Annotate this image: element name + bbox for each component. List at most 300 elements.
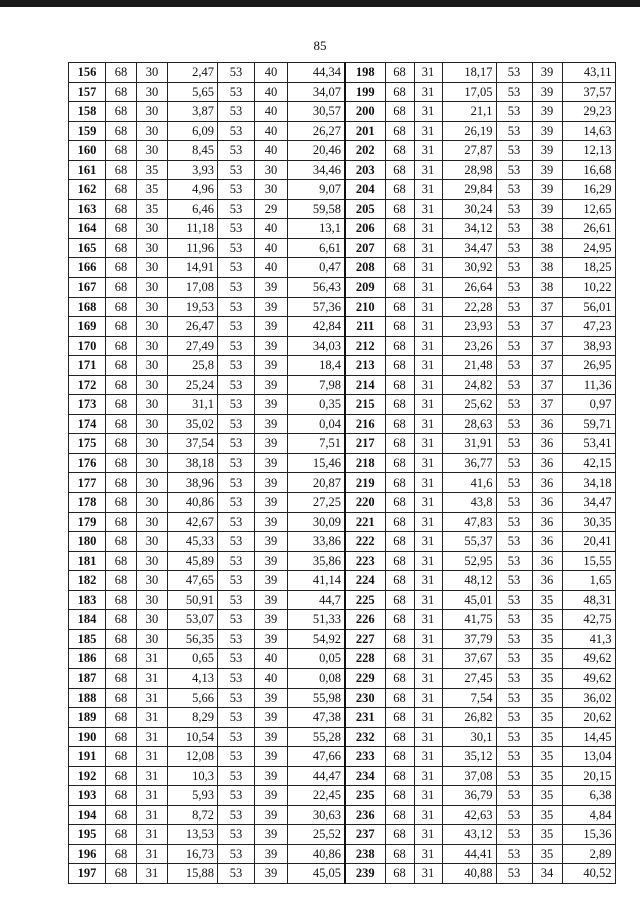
table-row: [69, 317, 345, 337]
value-cell: 39: [255, 786, 288, 806]
row-number-cell: 184: [69, 610, 106, 630]
value-cell: 42,15: [562, 453, 615, 473]
value-cell: 53: [496, 805, 532, 825]
value-cell: 36: [532, 473, 562, 493]
value-cell: 20,41: [562, 532, 615, 552]
value-cell: 35: [532, 708, 562, 728]
value-cell: 31: [137, 649, 168, 669]
value-cell: 68: [385, 356, 414, 376]
value-cell: 31: [414, 688, 442, 708]
value-cell: 39: [255, 512, 288, 532]
row-number-cell: 222: [345, 532, 385, 552]
row-number-cell: 182: [69, 571, 106, 591]
row-number-cell: 192: [69, 766, 106, 786]
value-cell: 53: [496, 414, 532, 434]
table-row: [345, 160, 615, 180]
value-cell: 53: [218, 668, 255, 688]
value-cell: 68: [385, 375, 414, 395]
page-number: 85: [313, 38, 327, 53]
value-cell: 37,54: [168, 434, 218, 454]
table-row: [69, 219, 345, 239]
row-number-cell: 170: [69, 336, 106, 356]
value-cell: 39: [255, 375, 288, 395]
value-cell: 39: [255, 453, 288, 473]
row-number-cell: 227: [345, 629, 385, 649]
table-row: [345, 258, 615, 278]
value-cell: 53: [218, 610, 255, 630]
value-cell: 68: [106, 727, 137, 747]
value-cell: 68: [106, 708, 137, 728]
value-cell: 53: [496, 844, 532, 864]
value-cell: 50,91: [168, 590, 218, 610]
value-cell: 29,23: [562, 102, 615, 122]
value-cell: 31: [414, 532, 442, 552]
value-cell: 37: [532, 317, 562, 337]
value-cell: 68: [106, 551, 137, 571]
row-number-cell: 197: [69, 864, 106, 884]
table-row: [69, 571, 345, 591]
row-number-cell: 159: [69, 121, 106, 141]
value-cell: 30: [137, 317, 168, 337]
coordinates-table-left: [68, 62, 345, 884]
value-cell: 35: [532, 805, 562, 825]
value-cell: 26,27: [288, 121, 345, 141]
table-row: [69, 395, 345, 415]
value-cell: 68: [106, 610, 137, 630]
row-number-cell: 230: [345, 688, 385, 708]
value-cell: 68: [385, 532, 414, 552]
value-cell: 53: [218, 82, 255, 102]
value-cell: 31: [414, 493, 442, 513]
value-cell: 20,62: [562, 708, 615, 728]
value-cell: 30: [137, 473, 168, 493]
value-cell: 31: [414, 121, 442, 141]
row-number-cell: 215: [345, 395, 385, 415]
row-number-cell: 203: [345, 160, 385, 180]
value-cell: 53: [496, 708, 532, 728]
value-cell: 27,49: [168, 336, 218, 356]
row-number-cell: 232: [345, 727, 385, 747]
table-row: [69, 238, 345, 258]
value-cell: 13,1: [288, 219, 345, 239]
value-cell: 53: [218, 727, 255, 747]
value-cell: 31,1: [168, 395, 218, 415]
value-cell: 36: [532, 414, 562, 434]
value-cell: 68: [385, 493, 414, 513]
row-number-cell: 237: [345, 825, 385, 845]
value-cell: 31: [414, 336, 442, 356]
value-cell: 31: [414, 805, 442, 825]
value-cell: 68: [106, 219, 137, 239]
value-cell: 68: [385, 708, 414, 728]
value-cell: 53: [218, 571, 255, 591]
table-row: [345, 375, 615, 395]
value-cell: 39: [255, 708, 288, 728]
value-cell: 53: [496, 160, 532, 180]
value-cell: 37: [532, 336, 562, 356]
value-cell: 26,95: [562, 356, 615, 376]
value-cell: 40,86: [288, 844, 345, 864]
value-cell: 53: [218, 160, 255, 180]
value-cell: 39: [255, 688, 288, 708]
value-cell: 31: [137, 805, 168, 825]
value-cell: 30: [137, 395, 168, 415]
value-cell: 68: [385, 278, 414, 298]
row-number-cell: 166: [69, 258, 106, 278]
value-cell: 53: [218, 180, 255, 200]
table-row: [69, 82, 345, 102]
top-border-rule: [0, 0, 640, 7]
value-cell: 53: [218, 297, 255, 317]
value-cell: 68: [106, 844, 137, 864]
value-cell: 5,93: [168, 786, 218, 806]
value-cell: 31: [414, 708, 442, 728]
value-cell: 68: [106, 356, 137, 376]
value-cell: 53: [496, 375, 532, 395]
row-number-cell: 168: [69, 297, 106, 317]
value-cell: 68: [385, 649, 414, 669]
value-cell: 25,24: [168, 375, 218, 395]
row-number-cell: 196: [69, 844, 106, 864]
value-cell: 41,14: [288, 571, 345, 591]
row-number-cell: 235: [345, 786, 385, 806]
value-cell: 35: [532, 825, 562, 845]
value-cell: 68: [385, 571, 414, 591]
value-cell: 0,05: [288, 649, 345, 669]
value-cell: 31: [414, 180, 442, 200]
row-number-cell: 228: [345, 649, 385, 669]
value-cell: 15,88: [168, 864, 218, 884]
value-cell: 68: [385, 395, 414, 415]
value-cell: 68: [385, 727, 414, 747]
value-cell: 31: [414, 649, 442, 669]
value-cell: 40: [255, 102, 288, 122]
value-cell: 68: [385, 317, 414, 337]
value-cell: 39: [532, 160, 562, 180]
table-row: [69, 141, 345, 161]
value-cell: 19,53: [168, 297, 218, 317]
value-cell: 31,91: [442, 434, 496, 454]
value-cell: 68: [106, 453, 137, 473]
value-cell: 43,8: [442, 493, 496, 513]
value-cell: 31: [414, 278, 442, 298]
value-cell: 30: [137, 453, 168, 473]
table-row: [345, 512, 615, 532]
value-cell: 30: [137, 356, 168, 376]
value-cell: 34,12: [442, 219, 496, 239]
value-cell: 0,35: [288, 395, 345, 415]
value-cell: 35: [137, 160, 168, 180]
value-cell: 53: [218, 805, 255, 825]
value-cell: 53: [496, 649, 532, 669]
value-cell: 36: [532, 532, 562, 552]
value-cell: 68: [106, 414, 137, 434]
row-number-cell: 178: [69, 493, 106, 513]
value-cell: 30: [137, 512, 168, 532]
value-cell: 1,65: [562, 571, 615, 591]
table-row: [69, 180, 345, 200]
value-cell: 53: [218, 414, 255, 434]
value-cell: 38: [532, 219, 562, 239]
value-cell: 68: [106, 121, 137, 141]
value-cell: 15,55: [562, 551, 615, 571]
value-cell: 29: [255, 199, 288, 219]
table-row: [69, 844, 345, 864]
value-cell: 17,08: [168, 278, 218, 298]
value-cell: 53: [496, 278, 532, 298]
value-cell: 35: [137, 180, 168, 200]
value-cell: 20,15: [562, 766, 615, 786]
value-cell: 0,47: [288, 258, 345, 278]
value-cell: 40: [255, 141, 288, 161]
value-cell: 0,65: [168, 649, 218, 669]
value-cell: 55,28: [288, 727, 345, 747]
value-cell: 39: [255, 297, 288, 317]
value-cell: 31: [137, 825, 168, 845]
value-cell: 25,8: [168, 356, 218, 376]
value-cell: 68: [385, 297, 414, 317]
value-cell: 53: [218, 121, 255, 141]
value-cell: 39: [255, 766, 288, 786]
value-cell: 42,63: [442, 805, 496, 825]
table-row: [345, 688, 615, 708]
table-row: [345, 668, 615, 688]
table-row: [69, 336, 345, 356]
value-cell: 53: [218, 278, 255, 298]
row-number-cell: 216: [345, 414, 385, 434]
row-number-cell: 221: [345, 512, 385, 532]
value-cell: 30: [137, 278, 168, 298]
value-cell: 30: [137, 571, 168, 591]
value-cell: 51,33: [288, 610, 345, 630]
value-cell: 40: [255, 668, 288, 688]
table-row: [345, 434, 615, 454]
table-row: [345, 219, 615, 239]
value-cell: 31: [414, 317, 442, 337]
value-cell: 45,05: [288, 864, 345, 884]
value-cell: 30: [137, 336, 168, 356]
value-cell: 34,47: [562, 493, 615, 513]
value-cell: 28,98: [442, 160, 496, 180]
table-row: [69, 590, 345, 610]
value-cell: 53: [218, 551, 255, 571]
value-cell: 68: [106, 199, 137, 219]
value-cell: 36,79: [442, 786, 496, 806]
value-cell: 38,96: [168, 473, 218, 493]
value-cell: 31: [414, 414, 442, 434]
value-cell: 41,6: [442, 473, 496, 493]
value-cell: 33,86: [288, 532, 345, 552]
value-cell: 36: [532, 493, 562, 513]
value-cell: 3,87: [168, 102, 218, 122]
row-number-cell: 236: [345, 805, 385, 825]
value-cell: 68: [385, 844, 414, 864]
row-number-cell: 220: [345, 493, 385, 513]
value-cell: 39: [255, 727, 288, 747]
value-cell: 68: [385, 63, 414, 83]
value-cell: 39: [255, 473, 288, 493]
value-cell: 11,36: [562, 375, 615, 395]
table-row: [345, 121, 615, 141]
value-cell: 30: [137, 82, 168, 102]
value-cell: 8,45: [168, 141, 218, 161]
value-cell: 53: [496, 747, 532, 767]
value-cell: 37,57: [562, 82, 615, 102]
value-cell: 68: [385, 199, 414, 219]
value-cell: 40,86: [168, 493, 218, 513]
value-cell: 31: [414, 453, 442, 473]
value-cell: 68: [385, 590, 414, 610]
value-cell: 42,75: [562, 610, 615, 630]
value-cell: 59,58: [288, 199, 345, 219]
table-row: [345, 610, 615, 630]
value-cell: 53: [218, 141, 255, 161]
value-cell: 28,63: [442, 414, 496, 434]
value-cell: 30,57: [288, 102, 345, 122]
value-cell: 53: [496, 590, 532, 610]
value-cell: 68: [385, 864, 414, 884]
value-cell: 40,52: [562, 864, 615, 884]
value-cell: 53: [218, 512, 255, 532]
value-cell: 56,43: [288, 278, 345, 298]
value-cell: 31: [414, 629, 442, 649]
value-cell: 10,3: [168, 766, 218, 786]
value-cell: 18,25: [562, 258, 615, 278]
value-cell: 30,63: [288, 805, 345, 825]
value-cell: 31: [414, 375, 442, 395]
table-row: [345, 278, 615, 298]
value-cell: 7,98: [288, 375, 345, 395]
value-cell: 68: [106, 336, 137, 356]
value-cell: 39: [532, 82, 562, 102]
value-cell: 30: [137, 121, 168, 141]
value-cell: 31: [414, 141, 442, 161]
table-row: [69, 121, 345, 141]
value-cell: 68: [106, 102, 137, 122]
row-number-cell: 204: [345, 180, 385, 200]
row-number-cell: 199: [345, 82, 385, 102]
value-cell: 68: [106, 532, 137, 552]
value-cell: 48,12: [442, 571, 496, 591]
table-row: [345, 82, 615, 102]
value-cell: 39: [532, 121, 562, 141]
value-cell: 30,24: [442, 199, 496, 219]
row-number-cell: 212: [345, 336, 385, 356]
value-cell: 68: [385, 414, 414, 434]
value-cell: 68: [106, 629, 137, 649]
table-row: [69, 727, 345, 747]
value-cell: 30: [137, 102, 168, 122]
value-cell: 37: [532, 297, 562, 317]
value-cell: 68: [106, 395, 137, 415]
row-number-cell: 217: [345, 434, 385, 454]
value-cell: 36: [532, 434, 562, 454]
value-cell: 16,29: [562, 180, 615, 200]
row-number-cell: 210: [345, 297, 385, 317]
table-row: [345, 629, 615, 649]
value-cell: 42,84: [288, 317, 345, 337]
value-cell: 30: [137, 141, 168, 161]
value-cell: 47,66: [288, 747, 345, 767]
value-cell: 31: [414, 219, 442, 239]
table-row: [345, 297, 615, 317]
row-number-cell: 201: [345, 121, 385, 141]
value-cell: 26,61: [562, 219, 615, 239]
row-number-cell: 180: [69, 532, 106, 552]
value-cell: 68: [385, 453, 414, 473]
value-cell: 68: [106, 238, 137, 258]
table-row: [345, 786, 615, 806]
value-cell: 53: [218, 453, 255, 473]
value-cell: 40: [255, 258, 288, 278]
value-cell: 22,45: [288, 786, 345, 806]
value-cell: 53: [218, 532, 255, 552]
value-cell: 31: [414, 356, 442, 376]
value-cell: 45,01: [442, 590, 496, 610]
value-cell: 53: [496, 766, 532, 786]
value-cell: 35: [532, 590, 562, 610]
value-cell: 39: [532, 63, 562, 83]
table-row: [69, 278, 345, 298]
value-cell: 18,17: [442, 63, 496, 83]
value-cell: 30: [137, 434, 168, 454]
value-cell: 53: [496, 180, 532, 200]
table-row: [345, 238, 615, 258]
value-cell: 0,08: [288, 668, 345, 688]
table-row: [345, 766, 615, 786]
value-cell: 31: [414, 551, 442, 571]
value-cell: 39: [255, 844, 288, 864]
row-number-cell: 200: [345, 102, 385, 122]
row-number-cell: 188: [69, 688, 106, 708]
value-cell: 14,45: [562, 727, 615, 747]
table-row: [345, 356, 615, 376]
value-cell: 14,63: [562, 121, 615, 141]
value-cell: 3,93: [168, 160, 218, 180]
value-cell: 30: [137, 590, 168, 610]
value-cell: 53,07: [168, 610, 218, 630]
value-cell: 53: [496, 317, 532, 337]
value-cell: 30: [255, 160, 288, 180]
value-cell: 47,83: [442, 512, 496, 532]
row-number-cell: 219: [345, 473, 385, 493]
value-cell: 13,04: [562, 747, 615, 767]
value-cell: 30,09: [288, 512, 345, 532]
value-cell: 53: [218, 688, 255, 708]
value-cell: 44,7: [288, 590, 345, 610]
value-cell: 68: [385, 825, 414, 845]
value-cell: 26,19: [442, 121, 496, 141]
value-cell: 53: [218, 317, 255, 337]
value-cell: 12,65: [562, 199, 615, 219]
value-cell: 30,1: [442, 727, 496, 747]
value-cell: 26,47: [168, 317, 218, 337]
value-cell: 53: [496, 512, 532, 532]
value-cell: 35: [137, 199, 168, 219]
value-cell: 35: [532, 668, 562, 688]
value-cell: 7,54: [442, 688, 496, 708]
row-number-cell: 190: [69, 727, 106, 747]
value-cell: 31: [414, 864, 442, 884]
row-number-cell: 233: [345, 747, 385, 767]
value-cell: 48,31: [562, 590, 615, 610]
value-cell: 31: [414, 825, 442, 845]
value-cell: 39: [532, 141, 562, 161]
table-row: [345, 805, 615, 825]
table-row: [69, 414, 345, 434]
row-number-cell: 218: [345, 453, 385, 473]
value-cell: 68: [106, 668, 137, 688]
